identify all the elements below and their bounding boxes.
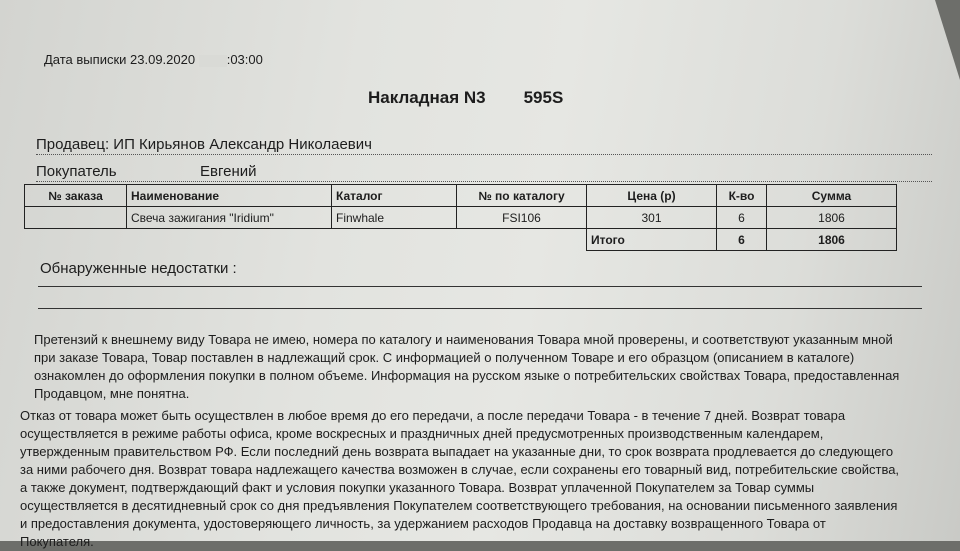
return-line: осуществляется в режиме работы офиса, кроме воскресных и праздничных дней предусмотренных производственным календарем, [20, 426, 824, 441]
invoice-number: 595S [523, 88, 564, 107]
cell-catalog: Finwhale [332, 207, 457, 229]
col-order: № заказа [25, 185, 127, 207]
cell-sum: 1806 [767, 207, 897, 229]
acceptance-paragraph [34, 331, 932, 403]
acceptance-line: Продавцом, мне понятна. [34, 386, 190, 401]
seller-line: Продавец: ИП Кирьянов Александр Николаевич [36, 136, 372, 153]
table-header-row [25, 185, 897, 207]
cell-catalog-no: FSI106 [457, 207, 587, 229]
issue-time: :03:00 [226, 52, 263, 67]
issue-date [44, 52, 263, 67]
cell-qty: 6 [717, 207, 767, 229]
acceptance-line: ознакомлен до оформления покупки в полном объеме. Информация на русском языке о потребительских свойствах Товара, предоставленная [34, 368, 900, 383]
defects-label: Обнаруженные недостатки : [40, 260, 237, 277]
table-row [25, 207, 897, 229]
total-label: Итого [587, 229, 717, 251]
table-total-row [25, 229, 897, 251]
col-price: Цена (р) [587, 185, 717, 207]
return-line: утвержденным правительством РФ. Если последний день возврата выпадает на указанные дни, то срок возврата продлевается до следующего [20, 444, 894, 459]
return-policy-paragraph [20, 407, 940, 551]
return-line: Отказ от товара может быть осуществлен в любое время до его передачи, а после передачи Товара - в течение 7 дней. Возврат товара [20, 408, 846, 423]
acceptance-line: Претензий к внешнему виду Товара не имею, номера по каталогу и наименования Товара мной проверены, и соответствуют указанным мной [34, 332, 893, 347]
invoice-title [368, 88, 563, 108]
return-line: и предоставления документа, удостоверяющего личность, за удержанием расходов Продавца на доставку возвращенного Товара от [20, 516, 826, 531]
total-sum: 1806 [767, 229, 897, 251]
total-qty: 6 [717, 229, 767, 251]
redacted-hour [199, 55, 227, 67]
col-sum: Сумма [767, 185, 897, 207]
col-catalog-no: № по каталогу [457, 185, 587, 207]
return-line: Покупателя. [20, 534, 94, 549]
seller-dotted-line [36, 154, 932, 155]
buyer-name: Евгений [200, 163, 257, 180]
return-line: а также документ, подтверждающий факт и условия покупки указанного Товара. Возврат уплаченной Покупателем за Товар суммы [20, 480, 815, 495]
cell-order [25, 207, 127, 229]
issue-date-label: Дата выписки 23.09.2020 [44, 52, 196, 67]
invoice-table [24, 184, 897, 251]
acceptance-line: при заказе Товара, Товар поставлен в надлежащий срок. С информацией о полученном Товаре и его образцом (описанием в каталоге) [34, 350, 855, 365]
return-line: осуществляется в десятидневный срок со дня предъявления Покупателем соответствующего требования, на основании письменного заявления [20, 498, 898, 513]
col-qty: К-во [717, 185, 767, 207]
buyer-label: Покупатель [36, 163, 117, 180]
defects-line-1 [38, 286, 922, 287]
cell-name: Свеча зажигания "Iridium" [127, 207, 332, 229]
return-line: за ними рабочего дня. Возврат товара надлежащего качества возможен в случае, если сохранены его товарный вид, потребительские свойства, [20, 462, 900, 477]
col-catalog: Каталог [332, 185, 457, 207]
buyer-dotted-line [36, 181, 932, 182]
defects-line-2 [38, 308, 922, 309]
cell-price: 301 [587, 207, 717, 229]
invoice-title-prefix: Накладная N3 [368, 88, 486, 107]
col-name: Наименование [127, 185, 332, 207]
